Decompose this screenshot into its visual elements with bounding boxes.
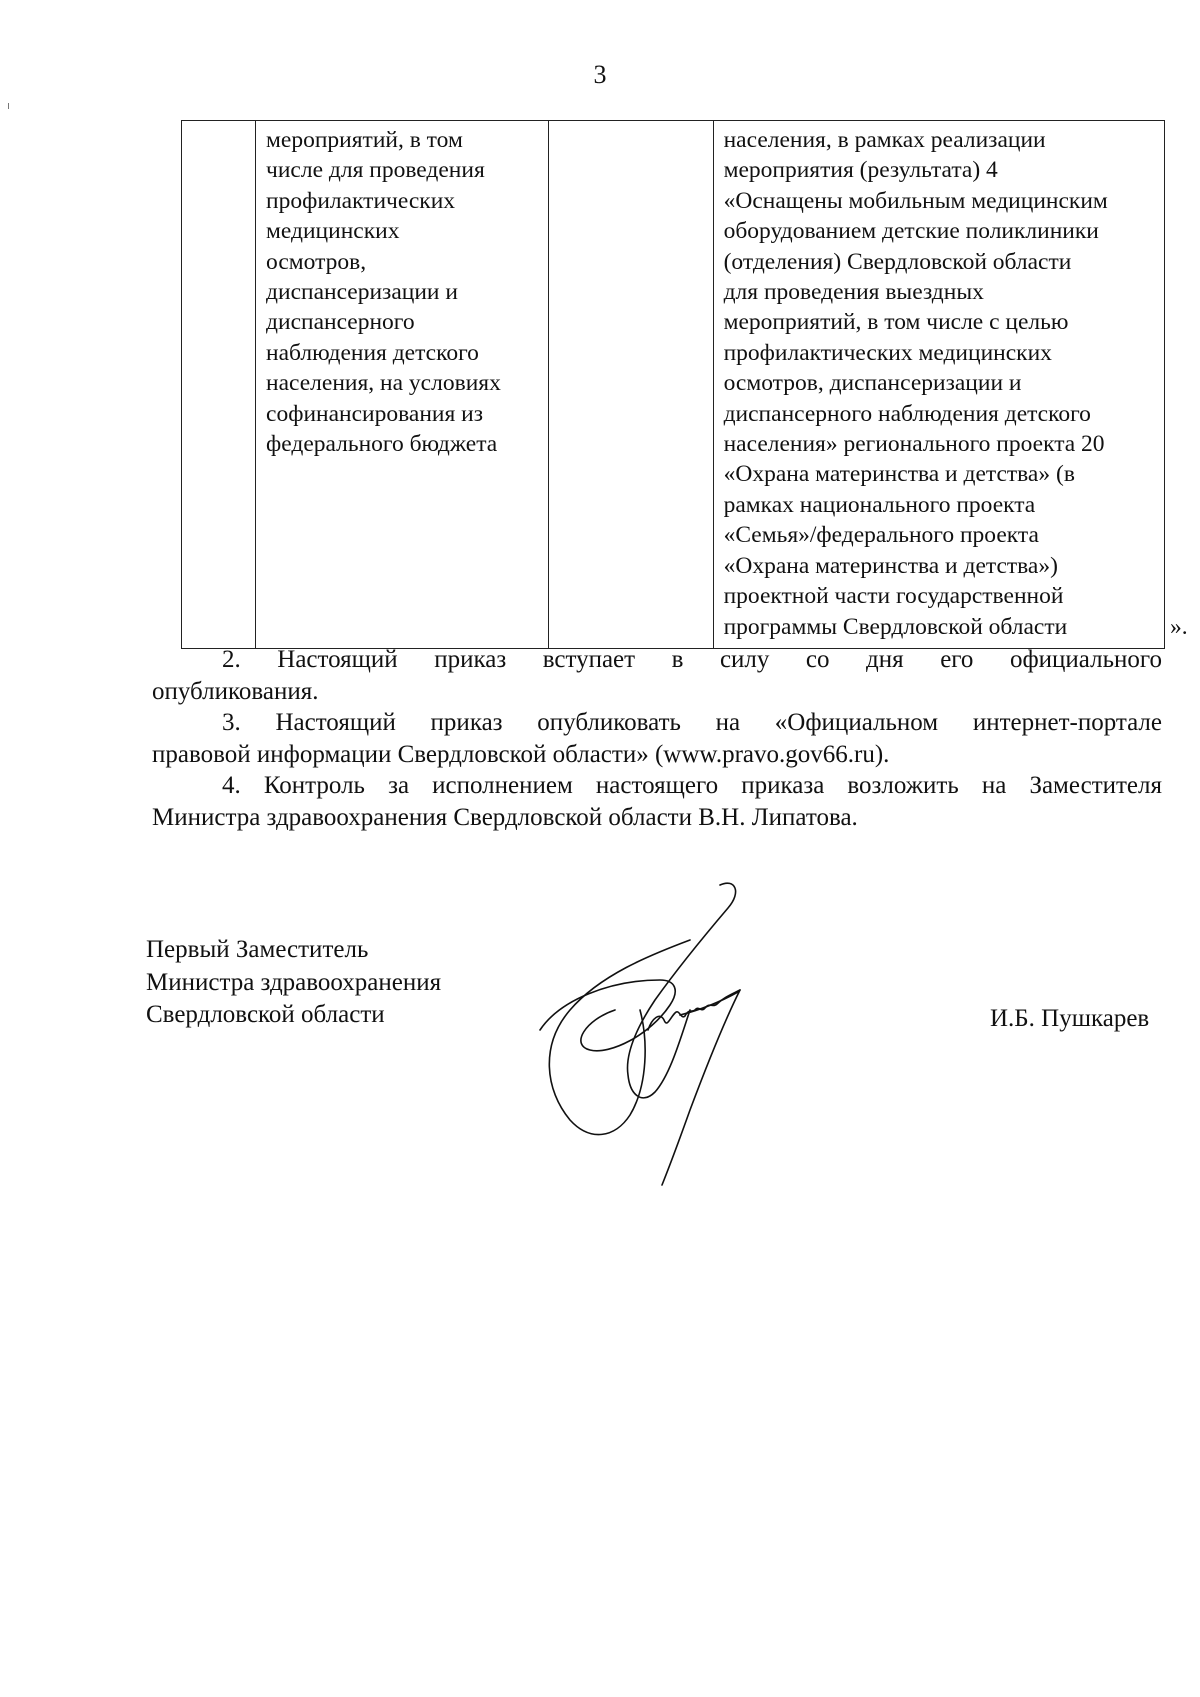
table-text-line: наблюдения детского — [266, 339, 479, 366]
table-cell-empty — [549, 121, 714, 649]
clause-continuation: опубликования. — [152, 677, 319, 705]
table-text-line: «Охрана материнства и детства») — [723, 552, 1058, 579]
page-number: 3 — [593, 60, 607, 89]
table-row — [182, 121, 1165, 649]
table-text-line: программы Свердловской области — [723, 613, 1068, 640]
clause-4 — [152, 770, 1162, 833]
signatory-position-line: Первый Заместитель — [146, 936, 369, 963]
clause-continuation: Министра здравоохранения Свердловской области В.Н. Липатова. — [152, 803, 858, 831]
clause-first-line: 4. Контроль за исполнением настоящего приказа возложить на Заместителя — [222, 772, 1162, 800]
table-text-line: «Семья»/федерального проекта — [723, 522, 1039, 549]
signatory-position-line: Свердловской области — [146, 1001, 385, 1028]
table-text-line: мероприятий, в том — [266, 127, 463, 153]
table-text-line: для проведения выездных — [723, 279, 984, 306]
continuation-table-wrapper — [181, 120, 1165, 649]
order-clauses — [152, 644, 1162, 834]
table-text-line: числе для проведения — [266, 157, 485, 184]
table-text-line: осмотров, — [266, 248, 367, 275]
table-text-line: мероприятия (результата) 4 — [723, 157, 998, 184]
table-text-line: населения, на условиях — [266, 370, 501, 397]
table-text-line: рамках национального проекта — [723, 491, 1036, 518]
clause-first-line: 3. Настоящий приказ опубликовать на «Официальном интернет-портале — [222, 709, 1162, 737]
table-text-line: софинансирования из — [266, 400, 484, 427]
table-text-line: диспансерного наблюдения детского — [723, 400, 1091, 427]
margin-mark — [8, 103, 9, 109]
table-text-line: диспансерного — [266, 309, 415, 336]
clause-continuation: правовой информации Свердловской области» (www.pravo.gov66.ru). — [152, 740, 890, 768]
table-text-line: населения» регионального проекта 20 — [723, 431, 1105, 458]
table-text-line: мероприятий, в том числе с целью — [723, 309, 1069, 336]
table-cell-number — [182, 121, 256, 649]
table-cell-basis — [713, 121, 1164, 649]
table-cell-event — [256, 121, 549, 649]
signatory-name: И.Б. Пушкарев — [990, 1005, 1150, 1032]
table-text-line: (отделения) Свердловской области — [723, 248, 1072, 275]
signatory-position — [146, 934, 441, 1032]
table-text-line: населения, в рамках реализации — [723, 127, 1046, 153]
continuation-table — [181, 120, 1165, 649]
table-text-line: осмотров, диспансеризации и — [723, 370, 1022, 397]
closing-quote: ». — [1170, 614, 1188, 640]
clause-2 — [152, 644, 1162, 707]
clause-first-line: 2. Настоящий приказ вступает в силу со дня его официального — [222, 646, 1162, 673]
table-text-line: федерального бюджета — [266, 431, 498, 458]
table-text-line: профилактических медицинских — [723, 339, 1052, 366]
table-text-line: профилактических — [266, 187, 456, 214]
table-text-line: «Охрана материнства и детства» (в — [723, 461, 1075, 488]
table-text-line: медицинских — [266, 218, 400, 245]
table-text-line: диспансеризации и — [266, 279, 458, 306]
table-text-line: «Оснащены мобильным медицинским — [723, 187, 1108, 214]
table-text-line: оборудованием детские поликлиники — [723, 218, 1099, 245]
clause-3 — [152, 707, 1162, 770]
handwritten-signature — [530, 880, 850, 1190]
signatory-position-line: Министра здравоохранения — [146, 968, 442, 996]
table-text-line: проектной части государственной — [723, 583, 1064, 610]
